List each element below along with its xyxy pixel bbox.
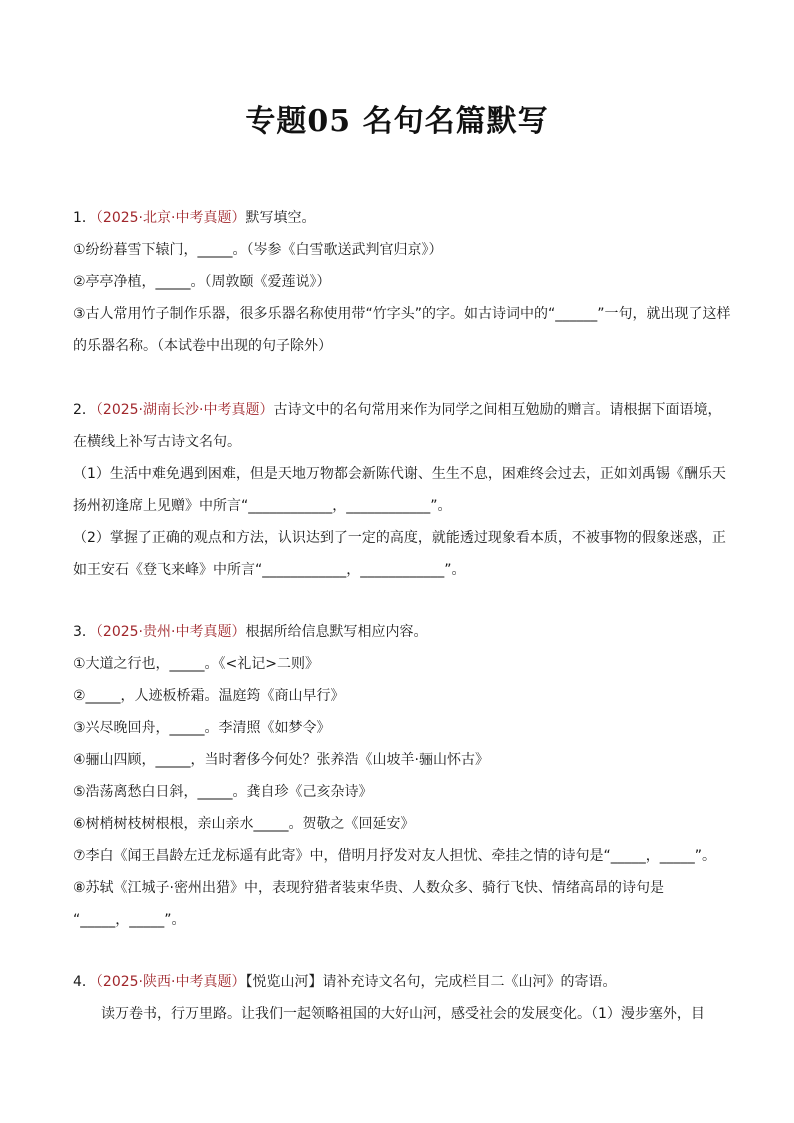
question-4-line-1: 读万卷书，行万里路。让我们一起领略祖国的大好山河，感受社会的发展变化。（1）漫步塞外，目	[101, 1006, 705, 1022]
question-3-line-5: ⑤浩荡离愁白日斜，_____。龚自珍《己亥杂诗》	[73, 784, 373, 800]
question-1-line-2: ②亭亭净植，_____。（周敦颐《爱莲说》）	[73, 274, 331, 290]
question-prompt: 根据所给信息默写相应内容。	[245, 624, 428, 640]
question-prompt: 【悦览山河】请补充诗文名句，完成栏目二《山河》的寄语。	[245, 974, 617, 990]
question-prompt: 古诗文中的名句常用来作为同学之间相互勉励的赠言。请根据下面语境，	[273, 402, 722, 418]
question-source: （2025·北京·中考真题）	[95, 210, 246, 226]
question-number: 3．	[73, 624, 96, 640]
question-2-line-4: （2）掌握了正确的观点和方法，认识达到了一定的高度，就能透过现象看本质，不被事物的假象迷惑，正	[73, 530, 726, 546]
page-title: 专题05 名句名篇默写	[245, 104, 549, 139]
question-3-line-1: ①大道之行也，_____。《<礼记>二则》	[73, 656, 320, 672]
question-2-header	[73, 400, 721, 420]
question-3-line-3: ③兴尽晚回舟，_____。李清照《如梦令》	[73, 720, 331, 736]
question-2-line-1: 在横线上补写古诗文名句。	[73, 434, 241, 450]
question-1-line-3: ③古人常用竹子制作乐器，很多乐器名称使用带“竹字头”的字。如古诗词中的“______”一句，就出现了这样	[73, 306, 731, 322]
question-4-header	[73, 972, 616, 992]
question-1-line-4: 的乐器名称。（本试卷中出现的句子除外）	[73, 338, 332, 354]
question-2-line-3: 扬州初逢席上见赠》中所言“____________，____________”。	[73, 498, 452, 514]
question-3-line-9: “_____，_____”。	[73, 912, 186, 928]
question-source: （2025·湖南长沙·中考真题）	[95, 402, 274, 418]
question-number: 2．	[73, 402, 96, 418]
question-3-line-6: ⑥树梢树枝树根根，亲山亲水_____。贺敬之《回延安》	[73, 816, 415, 832]
question-source: （2025·陕西·中考真题）	[95, 974, 246, 990]
question-3-line-2: ②_____，人迹板桥霜。温庭筠《商山早行》	[73, 688, 345, 704]
question-prompt: 默写填空。	[245, 210, 316, 226]
question-number: 1．	[73, 210, 96, 226]
question-3-line-8: ⑧苏轼《江城子·密州出猎》中，表现狩猎者装束华贵、人数众多、骑行飞快、情绪高昂的诗句是	[73, 880, 664, 896]
question-1-line-1: ①纷纷暮雪下辕门，_____。（岑参《白雪歌送武判官归京》）	[73, 242, 443, 258]
question-3-header	[73, 622, 427, 642]
question-1-header	[73, 208, 315, 228]
question-number: 4．	[73, 974, 96, 990]
question-3-line-7: ⑦李白《闻王昌龄左迁龙标遥有此寄》中，借明月抒发对友人担忧、牵挂之情的诗句是“_____，_____”。	[73, 848, 717, 864]
question-2-line-2: （1）生活中难免遇到困难，但是天地万物都会新陈代谢、生生不息，困难终会过去，正如刘禹锡《酬乐天	[73, 466, 726, 482]
question-3-line-4: ④骊山四顾，_____，当时奢侈今何处？张养浩《山坡羊·骊山怀古》	[73, 752, 489, 768]
question-2-line-5: 如王安石《登飞来峰》中所言“____________，____________”。	[73, 562, 466, 578]
question-source: （2025·贵州·中考真题）	[95, 624, 246, 640]
